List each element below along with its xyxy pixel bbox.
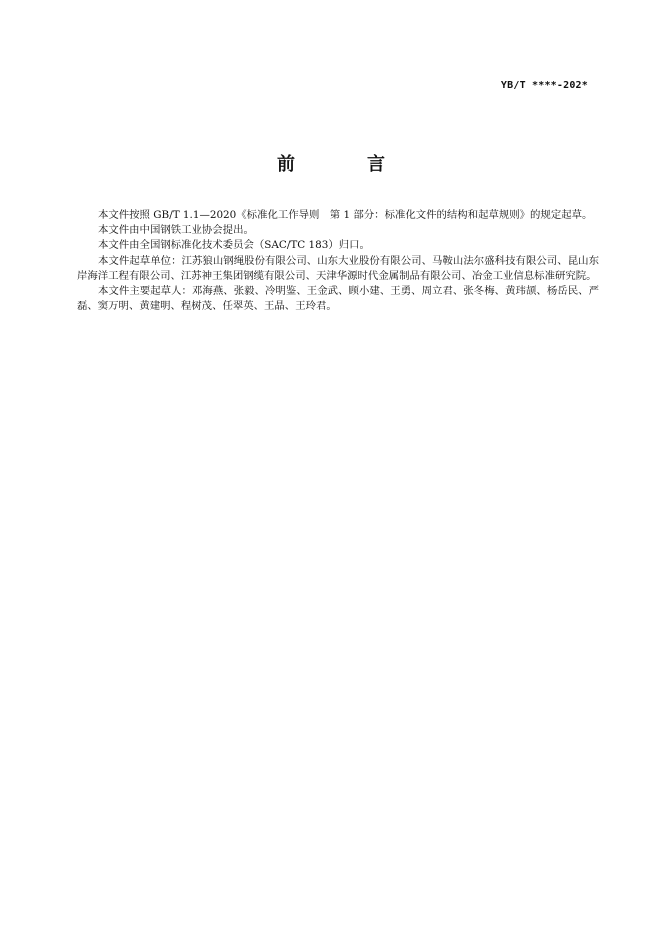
paragraph-drafting-rules: 本文件按照 GB/T 1.1—2020《标准化工作导则 第 1 部分：标准化文件的结构和起草规则》的规定起草。	[98, 209, 593, 221]
standard-code: YB/T ****-202*	[500, 80, 588, 91]
paragraph-technical-committee: 本文件由全国钢标准化技术委员会（SAC/TC 183）归口。	[98, 239, 370, 252]
foreword-body	[77, 208, 599, 314]
page-title: 前言	[277, 154, 457, 175]
paragraph-drafting-organizations: 本文件起草单位：江苏狼山钢绳股份有限公司、山东大业股份有限公司、马鞍山法尔盛科技有限公司、昆山东岸海洋工程有限公司、江苏神王集团钢缆有限公司、天津华源时代金属制品有限公司、冶金工业信息标准研究院。	[77, 254, 599, 282]
paragraph-proposer: 本文件由中国钢铁工业协会提出。	[98, 224, 254, 237]
paragraph-main-drafters: 本文件主要起草人：邓海燕、张毅、冷明鉴、王金武、顾小建、王勇、周立君、张冬梅、黄玮颉、杨岳民、严磊、窦万明、黄建明、程树茂、任翠英、王晶、王玲君。	[77, 285, 599, 313]
